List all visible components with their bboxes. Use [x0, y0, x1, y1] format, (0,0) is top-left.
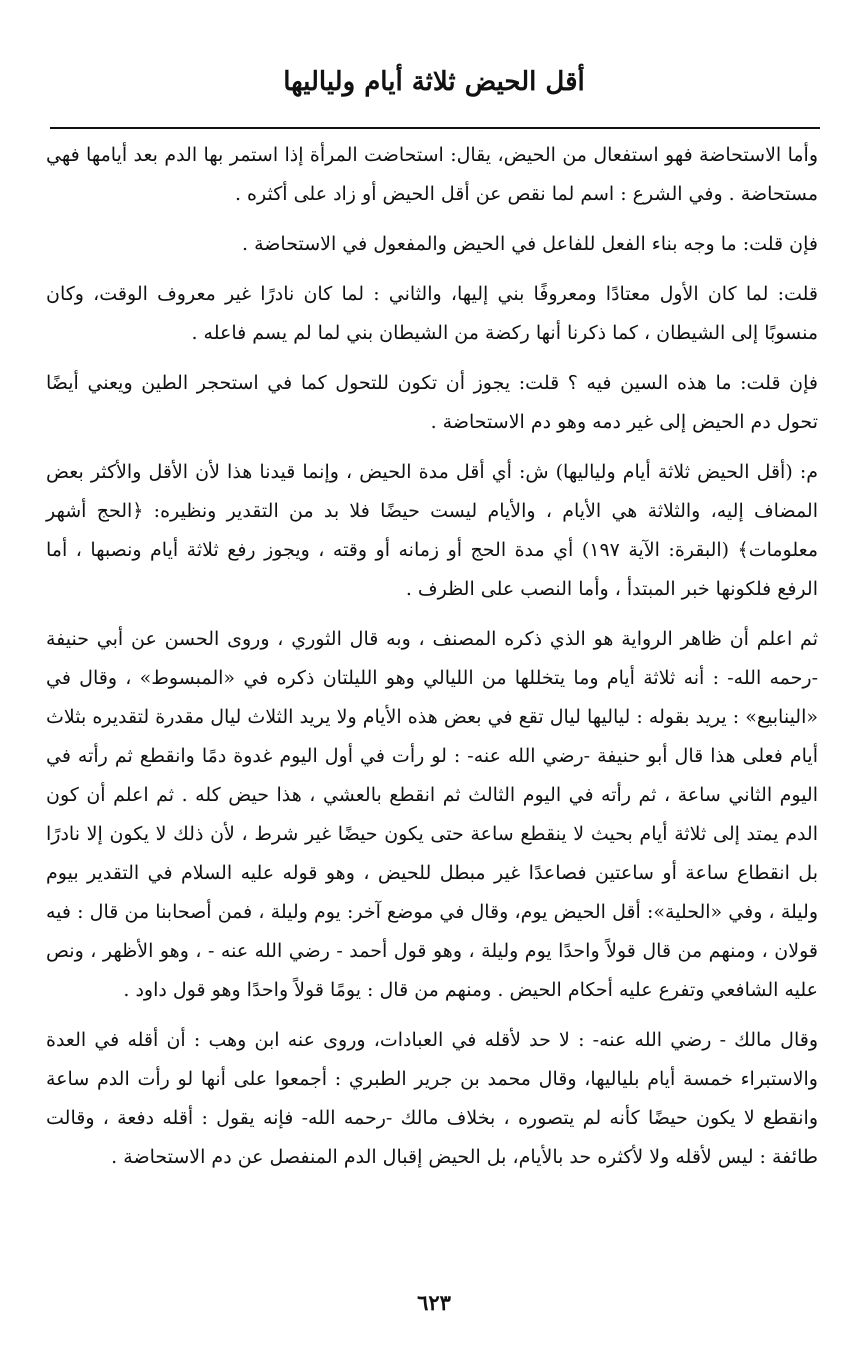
header-divider	[50, 127, 820, 129]
paragraph: فإن قلت: ما هذه السين فيه ؟ قلت: يجوز أن تكون للتحول كما في استحجر الطين ويعني أيضًا تحول دم الحيض إلى غير دمه وهو دم الاستحاضة .	[46, 372, 818, 433]
paragraph: وأما الاستحاضة فهو استفعال من الحيض، يقال: استحاضت المرأة إذا استمر بها الدم بعد أيامها فهي مستحاضة . وفي الشرع : اسم لما نقص عن أقل الحيض أو زاد على أكثره .	[46, 144, 818, 205]
paragraph: وقال مالك - رضي الله عنه- : لا حد لأقله في العبادات، وروى عنه ابن وهب : أن أقله في العدة والاستبراء خمسة أيام بلياليها، وقال محمد بن جرير الطبري : أجمعوا على أنها لو رأت الدم ساعة وانقطع لا يكون حيضًا كأنه لم يتصوره ، بخلاف مالك -رحمه الله- فإنه يقول : أقله دفعة ، وقالت طائفة : ليس لأقله ولا لأكثره حد بالأيام، بل الحيض إقبال الدم المنفصل عن دم الاستحاضة .	[46, 1029, 818, 1168]
paragraph: ثم اعلم أن ظاهر الرواية هو الذي ذكره المصنف ، وبه قال الثوري ، وروى الحسن عن أبي حنيفة -رحمه الله- : أنه ثلاثة أيام وما يتخللها من الليالي وهو الليلتان ذكره في «المبسوط» ، وقال في «الينابيع» : يريد بقوله : لياليها ليال تقع في بعض هذه الأيام ولا يريد الثلاث ليال مقدرة لتقديره بثلاث أيام فعلى هذا قال أبو حنيفة -رضي الله عنه- : لو رأت في أول اليوم غدوة دمًا وانقطع ثم رأته في اليوم الثاني ساعة ، ثم رأته في اليوم الثالث ثم انقطع بالعشي ، هذا حيض كله . ثم اعلم أن كون الدم يمتد إلى ثلاثة أيام بحيث لا ينقطع ساعة حتى يكون حيضًا غير شرط ، لأن ذلك لا يكون إلا نادرًا بل انقطاع ساعة أو ساعتين فصاعدًا غير مبطل للحيض ، وهو قوله عليه السلام في التقدير بيوم وليلة ، وفي «الحلية»: أقل الحيض يوم، وقال في موضع آخر: يوم وليلة ، فمن أصحابنا من قال : فيه قولان ، ومنهم من قال قولاً واحدًا يوم وليلة ، وهو قول أحمد - رضي الله عنه - ، وهو الأظهر ، ونص عليه الشافعي وتفرع عليه أحكام الحيض . ومنهم من قال : يومًا قولاً واحدًا وهو قول داود .	[46, 628, 818, 1001]
paragraph: قلت: لما كان الأول معتادًا ومعروفًا بني إليها، والثاني : لما كان نادرًا غير معروف الوقت، وكان منسوبًا إلى الشيطان ، كما ذكرنا أنها ركضة من الشيطان بني لما لم يسم فاعله .	[46, 283, 818, 344]
paragraph: فإن قلت: ما وجه بناء الفعل للفاعل في الحيض والمفعول في الاستحاضة .	[242, 233, 818, 255]
page-number: ٦٢٣	[417, 1290, 451, 1315]
page-body	[46, 136, 818, 1177]
paragraph: م: (أقل الحيض ثلاثة أيام ولياليها) ش: أي أقل مدة الحيض ، وإنما قيدنا هذا لأن الأقل والأكثر بعض المضاف إليه، والثلاثة هي الأيام ، والأيام ليست حيضًا فلا بد من التقدير ونظيره: ﴿الحج أشهر معلومات﴾ (البقرة: الآية ١٩٧) أي مدة الحج أو زمانه أو وقته ، ويجوز رفع ثلاثة أيام ونصبها ، أما الرفع فلكونها خبر المبتدأ ، وأما النصب على الظرف .	[46, 461, 818, 600]
page-header-title: أقل الحيض ثلاثة أيام ولياليها	[283, 67, 585, 97]
